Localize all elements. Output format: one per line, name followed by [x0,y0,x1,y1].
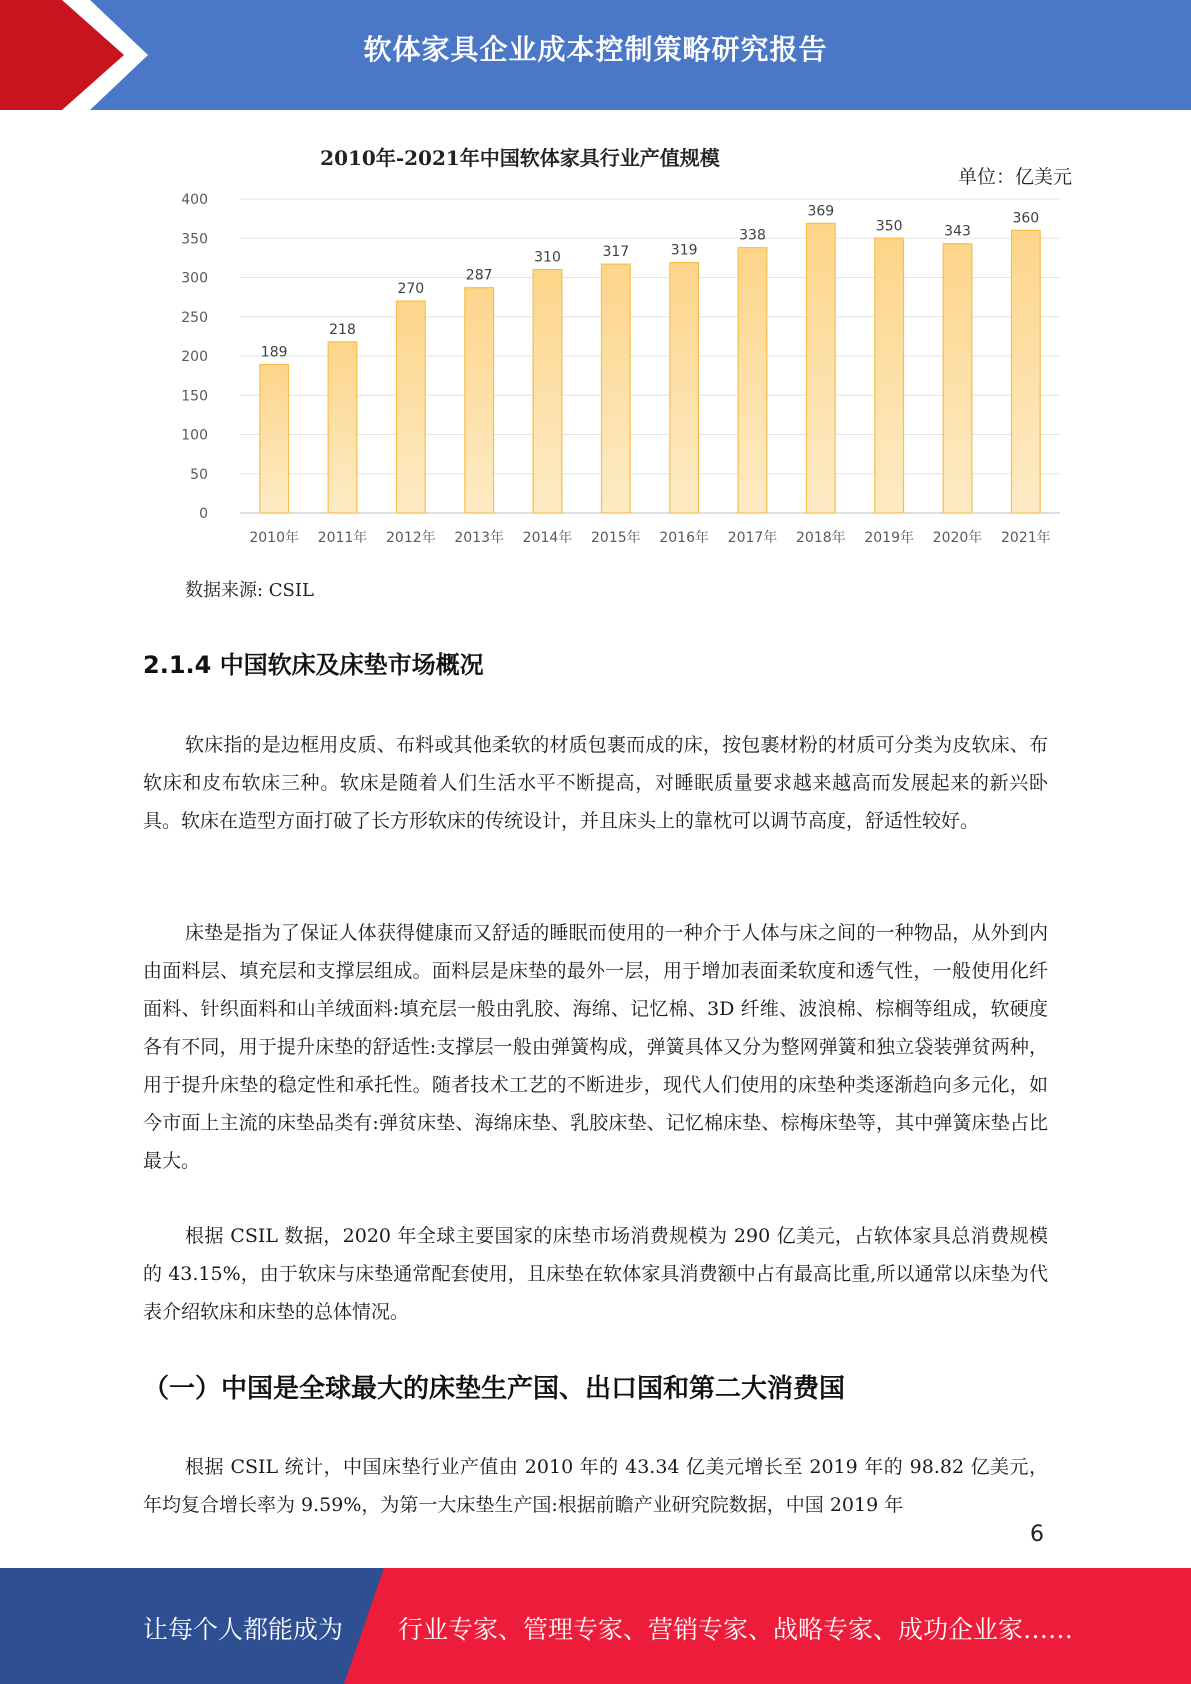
x-tick-label: 2013年 [454,530,504,546]
x-tick-label: 2020年 [932,530,983,546]
footer-slogan-left: 让每个人都能成为 [143,1615,344,1644]
bar-2018年 [806,223,835,513]
data-label: 343 [944,223,971,240]
bar-2021年 [1011,230,1040,513]
x-tick-label: 2019年 [864,530,914,546]
x-tick-label: 2016年 [659,530,709,546]
chart-canvas [170,130,1090,560]
y-tick-label: 250 [181,309,208,326]
data-label: 189 [260,344,288,361]
x-tick-label: 2010年 [249,530,299,546]
x-tick-label: 2014年 [522,530,573,546]
data-label: 270 [397,281,425,298]
x-tick-label: 2015年 [591,530,641,546]
paragraph-production: 根据 CSIL 统计，中国床垫行业产值由 2010 年的 43.34 亿美元增长至 2019 年的 98.82 亿美元，年均复合增长率为 9.59%，为第一大床垫生产国:根据前瞻产业研究院数据，中国 2019 年 [143,1456,1048,1516]
y-tick-label: 300 [181,270,208,287]
document-title: 软体家具企业成本控制策略研究报告 [363,33,828,66]
section-heading: 2.1.4 中国软床及床垫市场概况 [143,651,484,679]
bar-2020年 [943,244,972,513]
data-label: 287 [465,267,493,284]
data-label: 317 [602,244,630,261]
bar-2010年 [260,365,289,513]
data-label: 350 [875,218,903,235]
data-label: 218 [329,321,356,338]
bar-2015年 [601,264,630,513]
bar-2014年 [533,270,562,513]
paragraph-soft-bed: 软床指的是边框用皮质、布料或其他柔软的材质包裹而成的床，按包裹材粉的材质可分类为皮软床、布软床和皮布软床三种。软床是随着人们生活水平不断提高，对睡眠质量要求越来越高而发展起来的新兴卧具。软床在造型方面打破了长方形软床的传统设计，并且床头上的靠枕可以调节高度，舒适性较好。 [143,734,1048,832]
y-tick-label: 50 [190,466,208,483]
bar-chart [170,130,1090,560]
paragraph-mattress: 床垫是指为了保证人体获得健康而又舒适的睡眠而使用的一种介于人体与床之间的一种物品，从外到内由面料层、填充层和支撑层组成。面料层是床垫的最外一层，用于增加表面柔软度和透气性，一般使用化纤面料、针织面料和山羊绒面料:填充层一般由乳胶、海绵、记忆棉、3D 纤维、波浪棉、棕榈等组成，软硬度各有不同，用于提升床垫的舒适性:支撑层一般由弹簧构成，弹簧具体又分为整网弹簧和独立袋装弹贫两种，用于提升床垫的稳定性和承托性。随者技术工艺的不断进步，现代人们使用的床垫种类逐渐趋向多元化，如今市面上主流的床垫品类有:弹贫床垫、海绵床垫、乳胶床垫、记忆棉床垫、棕梅床垫等，其中弹簧床垫占比最大。 [143,922,1048,1172]
bar-2013年 [465,288,494,513]
data-label: 319 [670,242,698,259]
paragraph-csil-data: 根据 CSIL 数据，2020 年全球主要国家的床垫市场消费规模为 290 亿美元，占软体家具总消费规模的 43.15%，由于软床与床垫通常配套使用，且床垫在软体家具消费额中占有最高比重,所以通常以床垫为代表介绍软床和床垫的总体情况。 [143,1225,1048,1323]
x-tick-label: 2018年 [796,530,846,546]
y-tick-label: 0 [199,506,208,522]
page-number: 6 [1030,1522,1044,1547]
data-label: 310 [534,249,561,266]
y-tick-label: 150 [181,388,208,405]
y-tick-label: 400 [181,192,208,208]
x-tick-label: 2017年 [727,530,778,546]
chart-title: 2010年-2021年中国软体家具行业产值规模 [320,146,720,170]
y-tick-label: 350 [181,231,208,248]
footer-slogan-right: 行业专家、管理专家、营销专家、战略专家、成功企业家…… [398,1615,1074,1644]
bar-2019年 [875,238,904,513]
bar-2017年 [738,248,767,513]
chart-unit-label: 单位：亿美元 [958,166,1073,188]
x-tick-label: 2021年 [1001,530,1051,546]
data-label: 338 [739,227,766,244]
y-tick-label: 100 [181,427,208,444]
y-tick-label: 200 [181,349,208,365]
data-source-note: 数据来源: CSIL [185,580,314,601]
data-label: 369 [807,203,835,220]
subsection-heading: （一）中国是全球最大的床垫生产国、出口国和第二大消费国 [143,1374,846,1404]
bar-2016年 [670,263,699,513]
bar-2011年 [328,342,357,513]
bar-2012年 [396,301,425,513]
x-tick-label: 2011年 [317,530,368,546]
data-label: 360 [1012,210,1040,227]
x-tick-label: 2012年 [386,530,436,546]
